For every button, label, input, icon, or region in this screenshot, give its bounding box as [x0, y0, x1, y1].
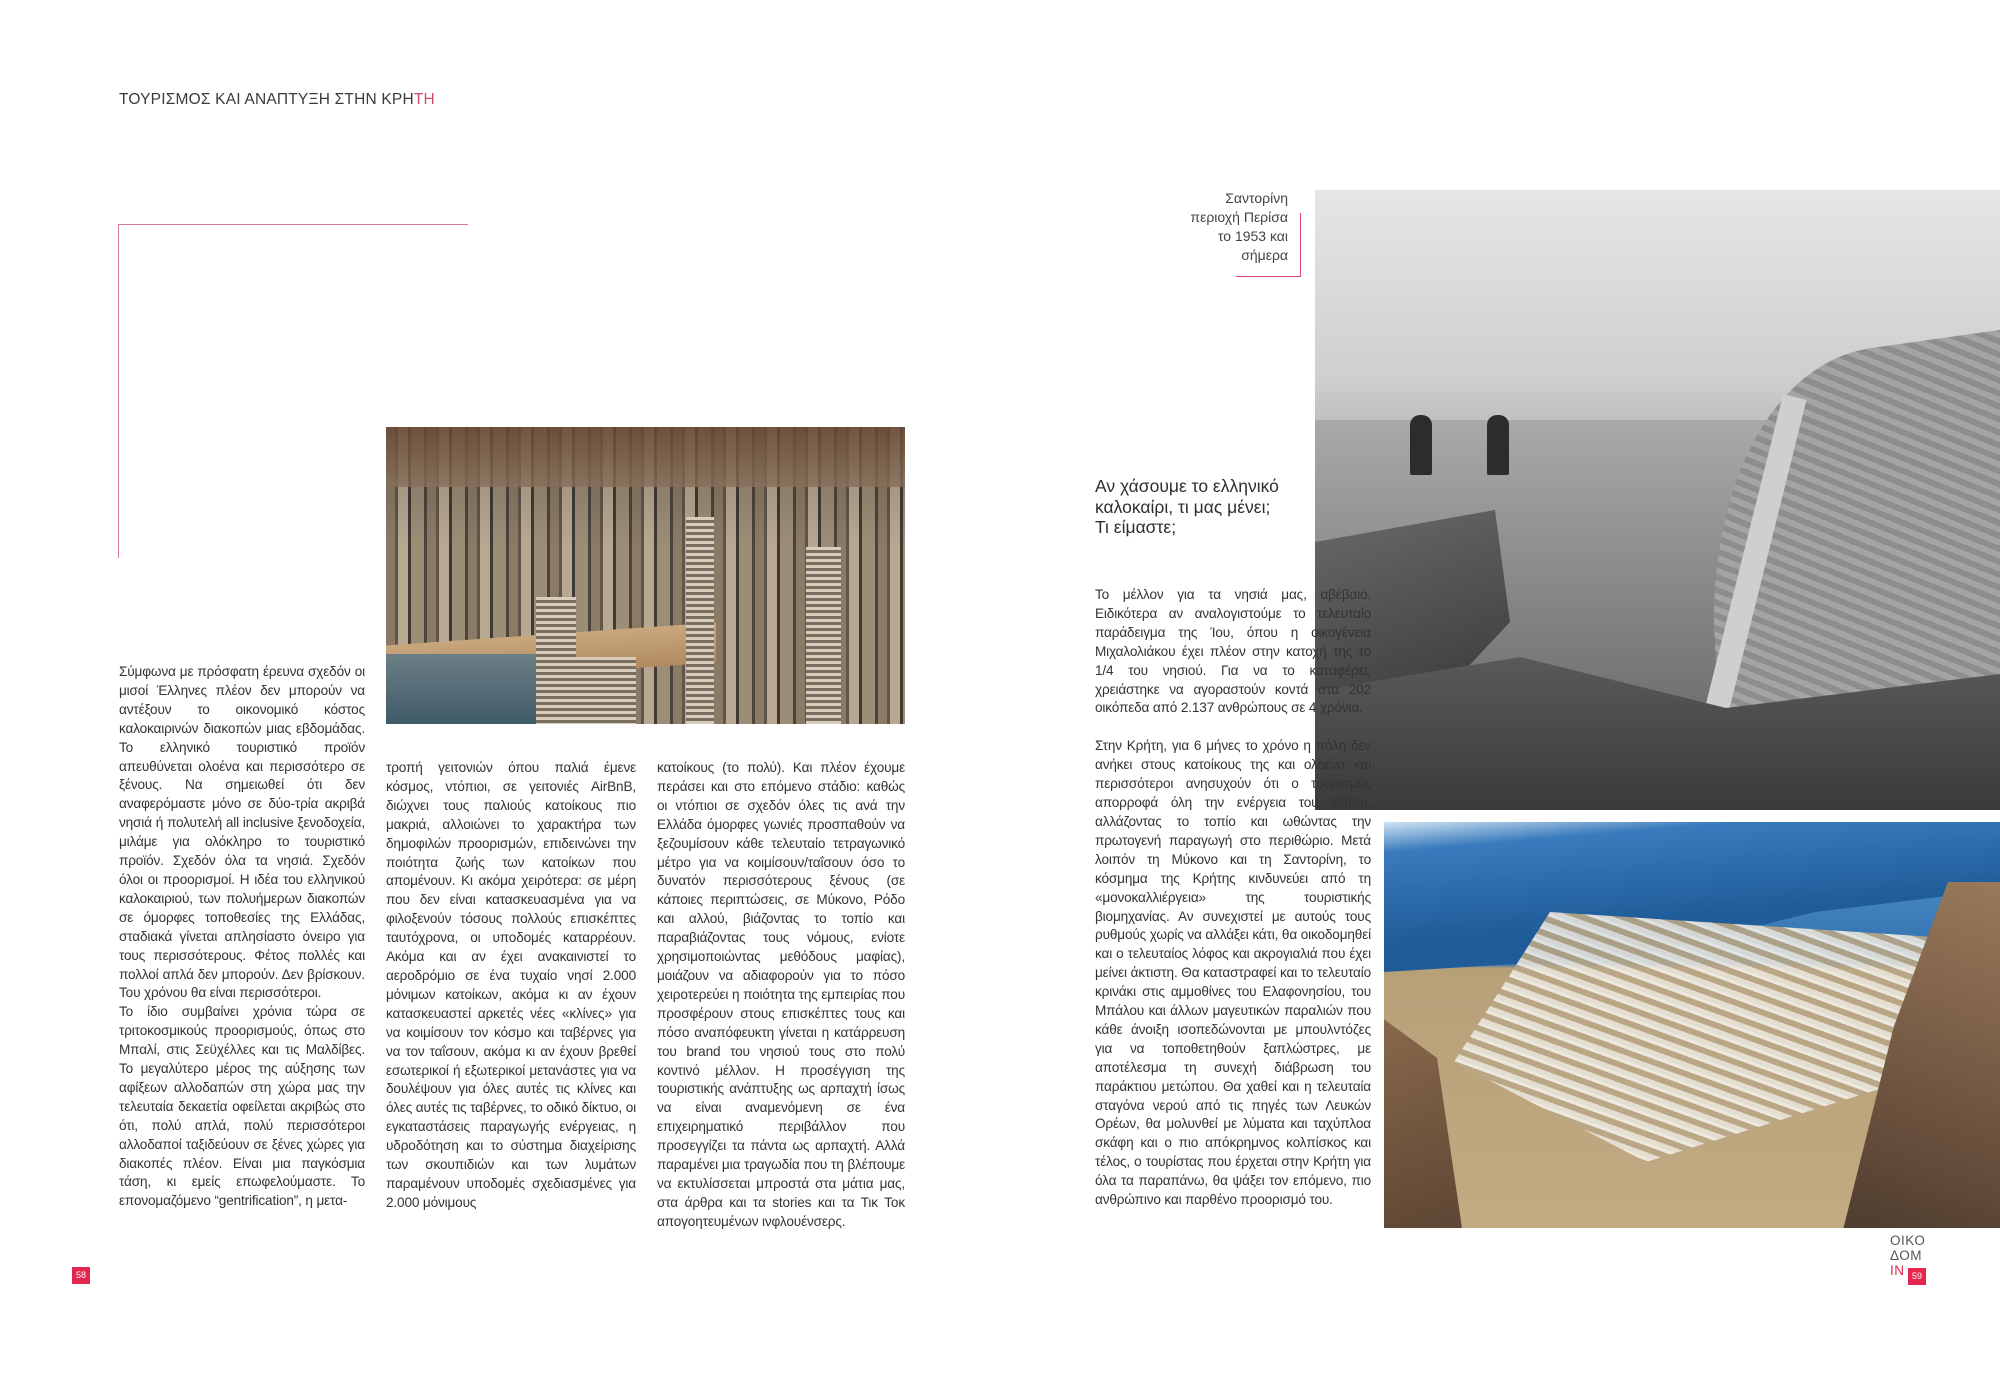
caption-line: περιοχή Περίσα: [1190, 209, 1288, 225]
caption-rule-horizontal: [1236, 276, 1301, 277]
pull-quote-line: Τι είμαστε;: [1095, 517, 1177, 537]
pull-quote: [1095, 476, 1295, 538]
logo-line: ΔΟΜ: [1890, 1248, 1922, 1263]
pull-quote-line: καλοκαίρι, τι μας μένει;: [1095, 496, 1271, 517]
caption-line: Σαντορίνη: [1225, 190, 1288, 206]
paragraph: Στην Κρήτη, για 6 μήνες το χρόνο η πόλη δεν ανήκει στους κατοίκους της και ολοένα και περισσότεροι ανησυχούν ότι ο τουρισμός απορροφά όλη την ενέργεια του τόπου, αλλάζοντας το τοπίο και ωθώντας την πρωτογενή παραγωγή στο περιθώριο. Μετά λοιπόν τη Μύκονο και τη Σαντορίνη, το κόσμημα της Κρήτης κινδυνεύει από τη «μονοκαλλιέργεια» της τουριστικής βιομηχανίας. Αν συνεχιστεί με αυτούς τους ρυθμούς χωρίς να αλλάξει κάτι, θα οικοδομηθεί και ο τελευταίος λόφος και ακρογιαλιά που έχει μείνει άκτιστη. Θα καταστραφεί και το τελευταίο κρινάκι στις αμμοθίνες του Ελαφονησίου, του Μπάλου και άλλων μαγευτικών παραλιών που κάθε άνοιξη ισοπεδώνονται με μπουλντόζες για να τοποθετηθούν ξαπλώστρες, με αποτέλεσμα τη συνεχή διάβρωση του παράκτιου μετώπου. Θα χαθεί και η τελευταία σταγόνα νερού από τις πηγές των Λευκών Ορέων, θα μολυνθεί με λύματα και ταχύπλοα σκάφη και ο πιο απόκρημνος κολπίσκος και τέλος, ο τουρίστας που έρχεται στην Κρήτη για όλα τα παραπάνω, θα ψάξει τον επόμενο, πιο ανθρώπινο και παρθένο προορισμό του.: [1095, 738, 1371, 1208]
photo-santorini-today: [1384, 822, 2000, 1228]
photo-highrise-city: [386, 427, 905, 724]
photo-santorini-1953: [1315, 190, 2000, 810]
article-column-4: [1095, 586, 1371, 1210]
article-column-2: [386, 759, 636, 1213]
paragraph: Το μέλλον για τα νησιά μας, αβέβαιο. Ειδικότερα αν αναλογιστούμε το τελευταίο παράδειγμα της Ίου, όπου η οικογένεια Μιχαλολιάκου έχει πλέον στην κατοχή της το 1/4 του νησιού. Για να το καταφέρει, χρειάστηκε να αγοραστούν κοντά στα 202 οικόπεδα από 2.137 ανθρώπους σε 4 χρόνια.: [1095, 587, 1371, 716]
caption-line: σήμερα: [1241, 247, 1288, 263]
decorative-frame-left: [118, 224, 119, 558]
page-number-left: 58: [72, 1267, 90, 1284]
logo-line: ΟΙΚΟ: [1890, 1233, 1926, 1248]
article-column-1: [119, 663, 365, 1211]
decorative-frame-top: [118, 224, 468, 225]
header-title-accent: ΤΗ: [413, 91, 435, 108]
logo-line: IN: [1890, 1263, 1905, 1278]
caption-line: το 1953 και: [1217, 228, 1288, 244]
header-title: ΤΟΥΡΙΣΜΟΣ ΚΑΙ ΑΝΑΠΤΥΞΗ ΣΤΗΝ ΚΡΗ: [119, 91, 414, 108]
photo-caption: [1170, 189, 1288, 265]
article-column-3: [657, 759, 905, 1232]
paragraph: κατοίκους (το πολύ). Και πλέον έχουμε περάσει και στο επόμενο στάδιο: καθώς οι ντόπιοι σε σχεδόν όλες τις ανά την Ελλάδα όμορφες γωνιές προσπαθούν να ξεζουμίσουν κάθε τελευταίο τετραγωνικό μέτρο για να κοιμίσουν/ταΐσουν όσο το δυνατόν περισσότερους ξένους (σε κάποιες περιπτώσεις, σε Μύκονο, Ρόδο και αλλού, βιάζοντας το τοπίο και παραβιάζοντας τους νόμους, ενίοτε χρησιμοποιώντας μεθόδους μαφίας), μοιάζουν να αδιαφορούν για το πόσο χειροτερεύει η ποιότητα της εμπειρίας που προσφέρουν στους επισκέπτες τους και πόσο αναπόφευκτη γίνεται η κατάρρευση του brand του νησιού τους στο πολύ κοντινό μέλλον. Η προσέγγιση της τουριστικής ανάπτυξης ως αρπαχτή ίσως να είναι αναμενόμενη σε ένα επιχειρηματικό περιβάλλον που προσεγγίζει τα πάντα ως αρπαχτή. Αλλά παραμένει μια τραγωδία που τη βλέπουμε να εκτυλίσσεται μπροστά στα μάτια μας, στα άρθρα και τα stories και τα Τικ Τοκ απογοητευμένων ινφλουένσερς.: [657, 760, 905, 1229]
paragraph: Σύμφωνα με πρόσφατη έρευνα σχεδόν οι μισοί Έλληνες πλέον δεν μπορούν να αντέξουν το οικονομικό κόστος καλοκαιρινών διακοπών μιας εβδομάδας. Το ελληνικό τουριστικό προϊόν απευθύνεται ολοένα και περισσότερο σε ξένους. Να σημειωθεί ότι δεν αναφερόμαστε μόνο σε δύο-τρία ακριβά νησιά ή πολυτελή all inclusive ξενοδοχεία, μιλάμε για ολόκληρο το τουριστικό προϊόν. Σχεδόν όλα τα νησιά. Σχεδόν όλοι οι προορισμοί. Η ιδέα του ελληνικού καλοκαιριού, των πολυήμερων διακοπών σε όμορφες τοποθεσίες της Ελλάδας, σταδιακά γίνεται απλησίαστο όνειρο για τους περισσότερους. Φέτος πολλές και πολλοί απλά δεν μπορούν. Δεν βρίσκουν. Του χρόνου θα είναι περισσότεροι.: [119, 664, 365, 1001]
paragraph: τροπή γειτονιών όπου παλιά έμενε κόσμος, ντόπιοι, σε γειτονιές AirBnB, διώχνει τους παλιούς κατοίκους πιο μακριά, αλλοιώνει το χαρακτήρα των δημοφιλών προορισμών, επιδεινώνει την ποιότητα ζωής των κατοίκων που απομένουν. Κι ακόμα χειρότερα: σε μέρη που δεν είναι κατασκευασμένα για να φιλοξενούν τόσους πολλούς επισκέπτες ταυτόχρονα, οι υποδομές καταρρέουν. Ακόμα και αν έχει ανακαινιστεί το αεροδρόμιο σε ένα τυχαίο νησί 2.000 μόνιμων κατοίκων, ακόμα κι αν έχουν κατασκευαστεί αρκετές νέες «κλίνες» για να κοιμίσουν τον κόσμο και ταβέρνες για να τον ταΐσουν, ακόμα κι αν έχουν βρεθεί εσωτερικοί ή εξωτερικοί μετανάστες για να δουλέψουν για όλες αυτές τις κλίνες και όλες αυτές τις ταβέρνες, το οδικό δίκτυο, οι εγκαταστάσεις παραγωγής ενέργειας, η υδροδότηση και το σύστημα διαχείρισης των σκουπιδιών και των λυμάτων παραμένουν υποδομές σχεδιασμένες για 2.000 μόνιμους: [386, 760, 636, 1210]
page-number-right: 59: [1908, 1268, 1926, 1285]
caption-rule-vertical: [1300, 213, 1301, 276]
running-header: [119, 91, 435, 109]
paragraph: Το ίδιο συμβαίνει χρόνια τώρα σε τριτοκοσμικούς προορισμούς, όπως στο Μπαλί, στις Σεϋχέλλες και τις Μαλδίβες. Το μεγαλύτερο μέρος της αύξησης των αφίξεων αλλοδαπών στη χώρα μας την τελευταία δεκαετία οφείλεται ακριβώς στο ότι, πολύ απλά, πολύ περισσότεροι αλλοδαποί ταξιδεύουν σε ξένες χώρες για διακοπές πλέον. Είναι μια παγκόσμια τάση, κι εμείς επωφελούμαστε. Το επονομαζόμενο “gentrification”, η μετα-: [119, 1004, 365, 1209]
pull-quote-line: Αν χάσουμε το ελληνικό: [1095, 476, 1279, 496]
